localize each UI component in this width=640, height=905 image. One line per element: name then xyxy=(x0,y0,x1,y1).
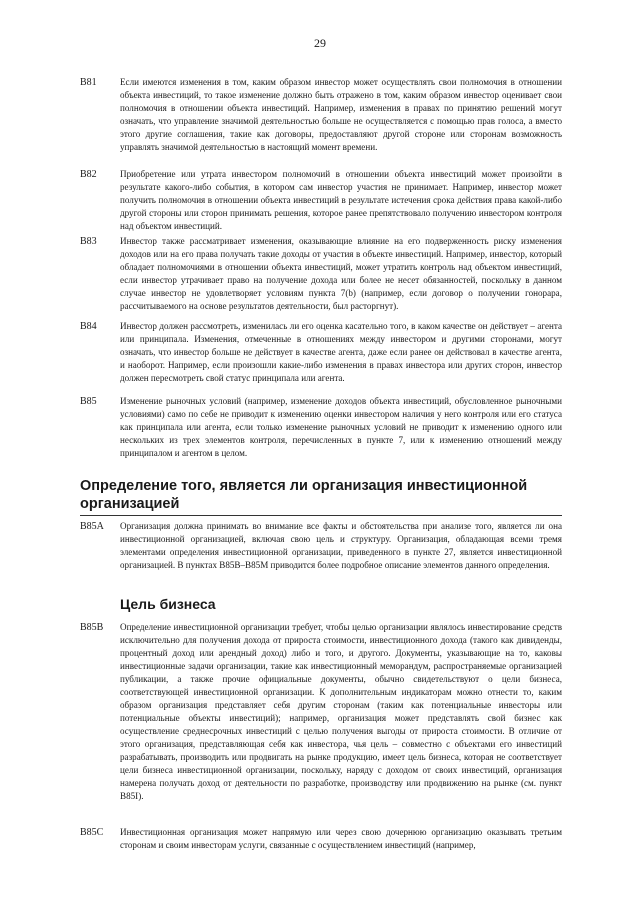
paragraph-id: B83 xyxy=(80,236,97,247)
paragraph-text: Инвестор также рассматривает изменения, оказывающие влияние на его подверженность риску изменения доходов или на его права получать такие доходы от участия в объекте инвестиций. Например, инвестор, который обладает полномочиями в отношении объекта инвестиций, может утратить контроль над объектом инвестиций, если инвестор утрачивает право на получение дохода или более не несет обязанностей, поскольку в данном случае инвестор не удовлетворяет условиям пункта 7(b) (например, если договор о получении гонорара, рассчитываемого на основе результатов деятельности, был расторгнут). xyxy=(120,236,562,311)
paragraph-id: B84 xyxy=(80,321,97,332)
paragraph-id: B85 xyxy=(80,396,97,407)
paragraph-b85a xyxy=(80,520,562,572)
paragraph-id: B85B xyxy=(80,622,104,633)
section-heading: Определение того, является ли организация инвестиционной организацией xyxy=(80,477,562,516)
paragraph-text: Определение инвестиционной организации требует, чтобы целью организации являлось инвестирование средств исключительно для получения дохода от прироста стоимости, инвестиционного дохода (такого как дивиденды, процентный доход или арендный доход) либо и того, и другого. Документы, указывающие на то, каковы инвестиционные задачи организации, такие как инвестиционный меморандум, распространяемые организацией публикации, а также прочие официальные документы, обычно свидетельствуют о цели бизнеса, соответствующей инвестиционной организации. К дополнительным индикаторам можно отнести то, каким образом организация представляет себя другим сторонам (таким как потенциальные инвесторы или потенциальные объекты инвестиций); например, организация может представлять свой бизнес как осуществление среднесрочных инвестиций с целью получения выгоды от прироста стоимости. В отличие от этого организация, представляющая себя как инвестора, чья цель – совместно с объектами его инвестиций разрабатывать, производить или продвигать на рынке продукцию, имеет цель бизнеса, которая не соответствует цели бизнеса инвестиционной организации, поскольку, наряду с доходом от своих инвестиций, организация намерена получать доход от деятельности по разработке, производству или продвижению на рынке (см. пункт B85I). xyxy=(120,622,562,801)
paragraph-b85b xyxy=(80,621,562,803)
paragraph-b83 xyxy=(80,235,562,313)
paragraph-text: Приобретение или утрата инвестором полномочий в отношении объекта инвестиций может произойти в результате какого-либо события, в котором сам инвестор участия не принимает. Например, инвестор может получить полномочия в отношении объекта инвестиций в результате истечения срока действия права какой-либо другой стороны или сторон принимать решения, которое ранее препятствовало получению инвестором контроля над объектом инвестиций. xyxy=(120,169,562,231)
paragraph-b84 xyxy=(80,320,562,385)
page-number: 29 xyxy=(314,36,326,50)
paragraph-text: Изменение рыночных условий (например, изменение доходов объекта инвестиций, обусловленное рыночными условиями) само по себе не приводит к изменению оценки инвестором наличия у него контроля или его статуса как принципала или агента, если только изменение рыночных условий не приводит к изменению одного или нескольких из трех элементов контроля, перечисленных в пункте 7, или к изменению отношений между принципалом и агентом в целом. xyxy=(120,396,562,458)
paragraph-b81 xyxy=(80,76,562,154)
paragraph-text: Инвестор должен рассмотреть, изменилась ли его оценка касательно того, в каком качестве он действует – агента или принципала. Изменения, отмеченные в отношениях между инвестором и другими сторонами, могут означать, что инвестор больше не действует в качестве агента, даже если ранее он действовал в качестве агента, и наоборот. Например, если произошли какие-либо изменения в правах инвестора или других сторон, инвестор должен пересмотреть свой статус принципала или агента. xyxy=(120,321,562,383)
paragraph-b82 xyxy=(80,168,562,233)
subsection-heading: Цель бизнеса xyxy=(120,596,216,612)
paragraph-text: Если имеются изменения в том, каким образом инвестор может осуществлять свои полномочия в отношении объекта инвестиций, то такое изменение должно быть отражено в том, каким образом инвестор оценивает свои полномочия в отношении объекта инвестиций. Например, изменения в правах по принятию решений могут означать, что управление значимой деятельностью больше не осуществляется с помощью прав голоса, а вместо этого другие соглашения, такие как договоры, предоставляют другой стороне или сторонам возможность управлять значимой деятельностью в настоящий момент времени. xyxy=(120,77,562,152)
paragraph-id: B85C xyxy=(80,827,104,838)
paragraph-b85c xyxy=(80,826,562,852)
paragraph-id: B85A xyxy=(80,521,104,532)
paragraph-b85 xyxy=(80,395,562,460)
paragraph-id: B82 xyxy=(80,169,97,180)
paragraph-text: Организация должна принимать во внимание все факты и обстоятельства при анализе того, является ли она инвестиционной организацией, включая свою цель и структуру. Организация, обладающая всеми тремя элементами определения инвестиционной организации, приведенного в пункте 27, является инвестиционной организацией. В пунктах B85B–B85M приводится более подробное описание элементов данного определения. xyxy=(120,521,562,570)
paragraph-text: Инвестиционная организация может напрямую или через свою дочернюю организацию оказывать третьим сторонам и своим инвесторам услуги, связанные с осуществлением инвестиций (например, xyxy=(120,827,562,850)
paragraph-id: B81 xyxy=(80,77,97,88)
